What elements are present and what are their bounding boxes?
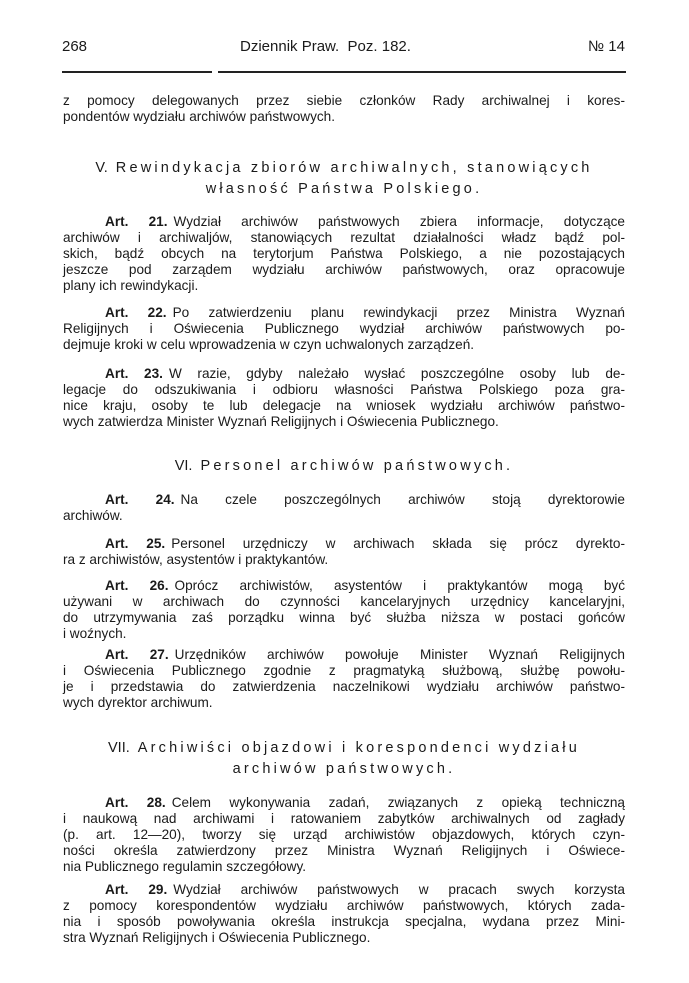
article-label: Art. 29. [105, 882, 168, 897]
header-rule-right [218, 71, 626, 73]
text-line [63, 109, 625, 125]
text-line [63, 679, 625, 695]
text-line [63, 859, 625, 875]
text-line [63, 626, 625, 642]
header-rule-left [62, 71, 212, 73]
page-number: 268 [62, 38, 88, 55]
text-line [63, 382, 625, 398]
text-line [63, 843, 625, 859]
text-line [63, 898, 625, 914]
line-text: z pomocy korespondentów wydziału archiwów państwowych, których zada- [63, 898, 625, 913]
article-23 [63, 366, 625, 430]
article-25 [63, 536, 625, 568]
article-label: Art. 24. [105, 492, 175, 507]
line-text: Po zatwierdzeniu planu rewindykacji przez Ministra Wyznań [172, 305, 625, 320]
line-text: archiwów. [63, 508, 123, 523]
line-text: wych zatwierdza Minister Wyznań Religijnych i Oświecenia Publicznego. [63, 414, 499, 429]
text-line [63, 663, 625, 679]
section-title: archiwów państwowych. [232, 761, 456, 777]
line-text: stra Wyznań Religijnych i Oświecenia Publicznego. [63, 930, 371, 945]
line-text: dejmuje kroki w celu wprowadzenia w czyn uchwalonych zarządzeń. [63, 337, 475, 352]
text-line [63, 398, 625, 414]
text-line [63, 647, 625, 663]
text-line [63, 882, 625, 898]
article-label: Art. 26. [105, 578, 169, 593]
line-text: ności określa zatwierdzony przez Ministra Wyznań Religijnych i Oświece- [63, 843, 625, 858]
article-27 [63, 647, 625, 711]
text-line [63, 246, 625, 262]
line-text: pondentów wydziału archiwów państwowych. [63, 109, 336, 124]
line-text: Wydział archiwów państwowych zbiera informacje, dotyczące [173, 214, 625, 229]
line-text: nice kraju, osoby te lub delegacje na wniosek wydziału archiwów państwo- [63, 398, 625, 413]
section-title: Archiwiści objazdowi i korespondenci wydziału [137, 740, 580, 756]
section-number: VI. [174, 458, 193, 474]
journal-title: Dziennik Praw. Poz. 182. [240, 38, 411, 55]
line-text: Personel urzędniczy w archiwach składa się prócz dyrekto- [171, 536, 625, 551]
section-heading [63, 456, 625, 476]
line-text: Urzędników archiwów powołuje Minister Wyznań Religijnych [174, 647, 625, 662]
article-label: Art. 28. [105, 795, 166, 810]
line-text: nia i sposób powoływania określa instrukcja specjalna, wydana przez Mini- [63, 914, 625, 929]
text-line [63, 262, 625, 278]
text-line [63, 914, 625, 930]
line-text: Wydział archiwów państwowych w pracach swych korzysta [173, 882, 625, 897]
text-line [63, 536, 625, 552]
section-heading [63, 759, 625, 779]
section-number: V. [95, 160, 108, 176]
article-28 [63, 795, 625, 875]
text-line [63, 492, 625, 508]
line-text: archiwów i archiwaljów, stanowiących rezultat działalności władz bądź pol- [63, 230, 625, 245]
line-text: Oprócz archiwistów, asystentów i praktykantów mogą być [174, 578, 625, 593]
text-line [63, 278, 625, 294]
text-line [63, 414, 625, 430]
article-24 [63, 492, 625, 524]
text-line [63, 93, 625, 109]
article-label: Art. 21. [105, 214, 168, 229]
text-line [63, 610, 625, 626]
text-line [63, 795, 625, 811]
text-line [63, 827, 625, 843]
article-label: Art. 25. [105, 536, 166, 551]
text-line [63, 578, 625, 594]
line-text: legacje do odszukiwania i odbioru własności Państwa Polskiego poza gra- [63, 382, 625, 397]
intro-paragraph [63, 93, 625, 125]
text-line [63, 594, 625, 610]
line-text: je i przedstawia do zatwierdzenia naczelnikowi wydziału archiwów państwo- [63, 679, 625, 694]
text-line [63, 508, 625, 524]
section-heading [63, 158, 625, 178]
line-text: z pomocy delegowanych przez siebie członków Rady archiwalnej i kores- [63, 93, 625, 108]
section-title: Personel archiwów państwowych. [200, 458, 514, 474]
line-text: i naukową nad archiwami i ratowaniem zabytków archiwalnych od zagłady [63, 811, 625, 826]
article-21 [63, 214, 625, 294]
text-line [63, 321, 625, 337]
text-line [63, 695, 625, 711]
line-text: Celem wykonywania zadań, związanych z opieką techniczną [171, 795, 625, 810]
section-title: Rewindykacja zbiorów archiwalnych, stanowiących [115, 160, 593, 176]
text-line [63, 305, 625, 321]
text-line [63, 930, 625, 946]
line-text: ra z archiwistów, asystentów i praktykantów. [63, 552, 329, 567]
line-text: do utrzymywania zaś porządku winna być służba niższa w postaci gońców [63, 610, 625, 625]
article-label: Art. 23. [105, 366, 163, 381]
text-line [63, 552, 625, 568]
line-text: plany ich rewindykacji. [63, 278, 199, 293]
section-heading [63, 179, 625, 199]
section-title: własność Państwa Polskiego. [205, 181, 483, 197]
line-text: skich, bądź obcych na terytorjum Państwa Polskiego, a nie pozostających [63, 246, 625, 261]
article-29 [63, 882, 625, 946]
line-text: jeszcze pod zarządem wydziału archiwów państwowych, oraz opracowuje [63, 262, 625, 277]
text-line [63, 337, 625, 353]
text-line [63, 366, 625, 382]
text-line [63, 230, 625, 246]
line-text: Religijnych i Oświecenia Publicznego wydział archiwów państwowych po- [63, 321, 625, 336]
section-number: VII. [108, 740, 130, 756]
article-label: Art. 27. [105, 647, 169, 662]
article-label: Art. 22. [105, 305, 167, 320]
line-text: i woźnych. [63, 626, 127, 641]
article-22 [63, 305, 625, 353]
line-text: W razie, gdyby należało wysłać poszczególne osoby lub de- [168, 366, 625, 381]
line-text: używani w archiwach do czynności kancelaryjnych urzędnicy kancelaryjni, [63, 594, 625, 609]
article-26 [63, 578, 625, 642]
line-text: i Oświecenia Publicznego zgodnie z pragmatyką służbową, służbę powołu- [63, 663, 625, 678]
text-line [63, 214, 625, 230]
line-text: nia Publicznego regulamin szczegółowy. [63, 859, 307, 874]
line-text: Na czele poszczególnych archiwów stoją dyrektorowie [180, 492, 625, 507]
section-heading [63, 738, 625, 758]
text-line [63, 811, 625, 827]
issue-number: № 14 [588, 38, 625, 55]
line-text: (p. art. 12—20), tworzy się urząd archiwistów objazdowych, których czyn- [63, 827, 625, 842]
line-text: wych dyrektor archiwum. [63, 695, 213, 710]
